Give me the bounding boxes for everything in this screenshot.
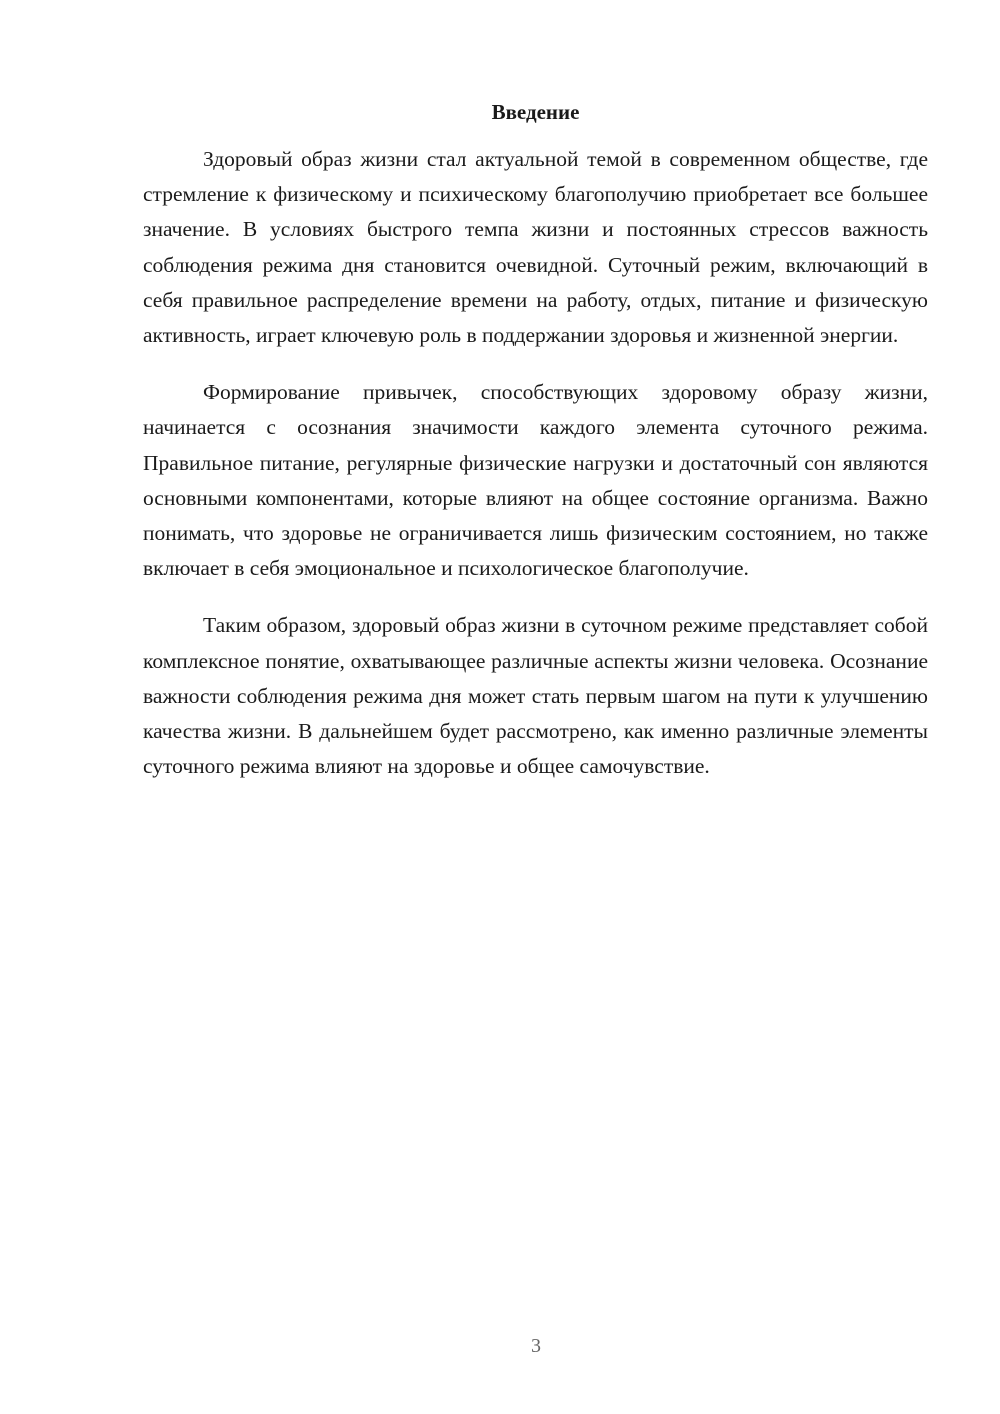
body-text bbox=[143, 142, 928, 806]
paragraph-2: Формирование привычек, способствующих здоровому образу жизни, начинается с осознания значимости каждого элемента суточного режима. Правильное питание, регулярные физические нагрузки и достаточный сон являются основными компонентами, которые влияют на общее состояние организма. Важно понимать, что здоровье не ограничивается лишь физическим состоянием, но также включает в себя эмоциональное и психологическое благополучие. bbox=[143, 380, 928, 581]
section-heading: Введение bbox=[491, 100, 580, 124]
paragraph-1: Здоровый образ жизни стал актуальной темой в современном обществе, где стремление к физическому и психическому благополучию приобретает все большее значение. В условиях быстрого темпа жизни и постоянных стрессов важность соблюдения режима дня становится очевидной. Суточный режим, включающий в себя правильное распределение времени на работу, отдых, питание и физическую активность, играет ключевую роль в поддержании здоровья и жизненной энергии. bbox=[143, 147, 928, 348]
paragraph-3: Таким образом, здоровый образ жизни в суточном режиме представляет собой комплексное понятие, охватывающее различные аспекты жизни человека. Осознание важности соблюдения режима дня может стать первым шагом на пути к улучшению качества жизни. В дальнейшем будет рассмотрено, как именно различные элементы суточного режима влияют на здоровье и общее самочувствие. bbox=[143, 613, 928, 779]
page-number: 3 bbox=[531, 1335, 541, 1357]
